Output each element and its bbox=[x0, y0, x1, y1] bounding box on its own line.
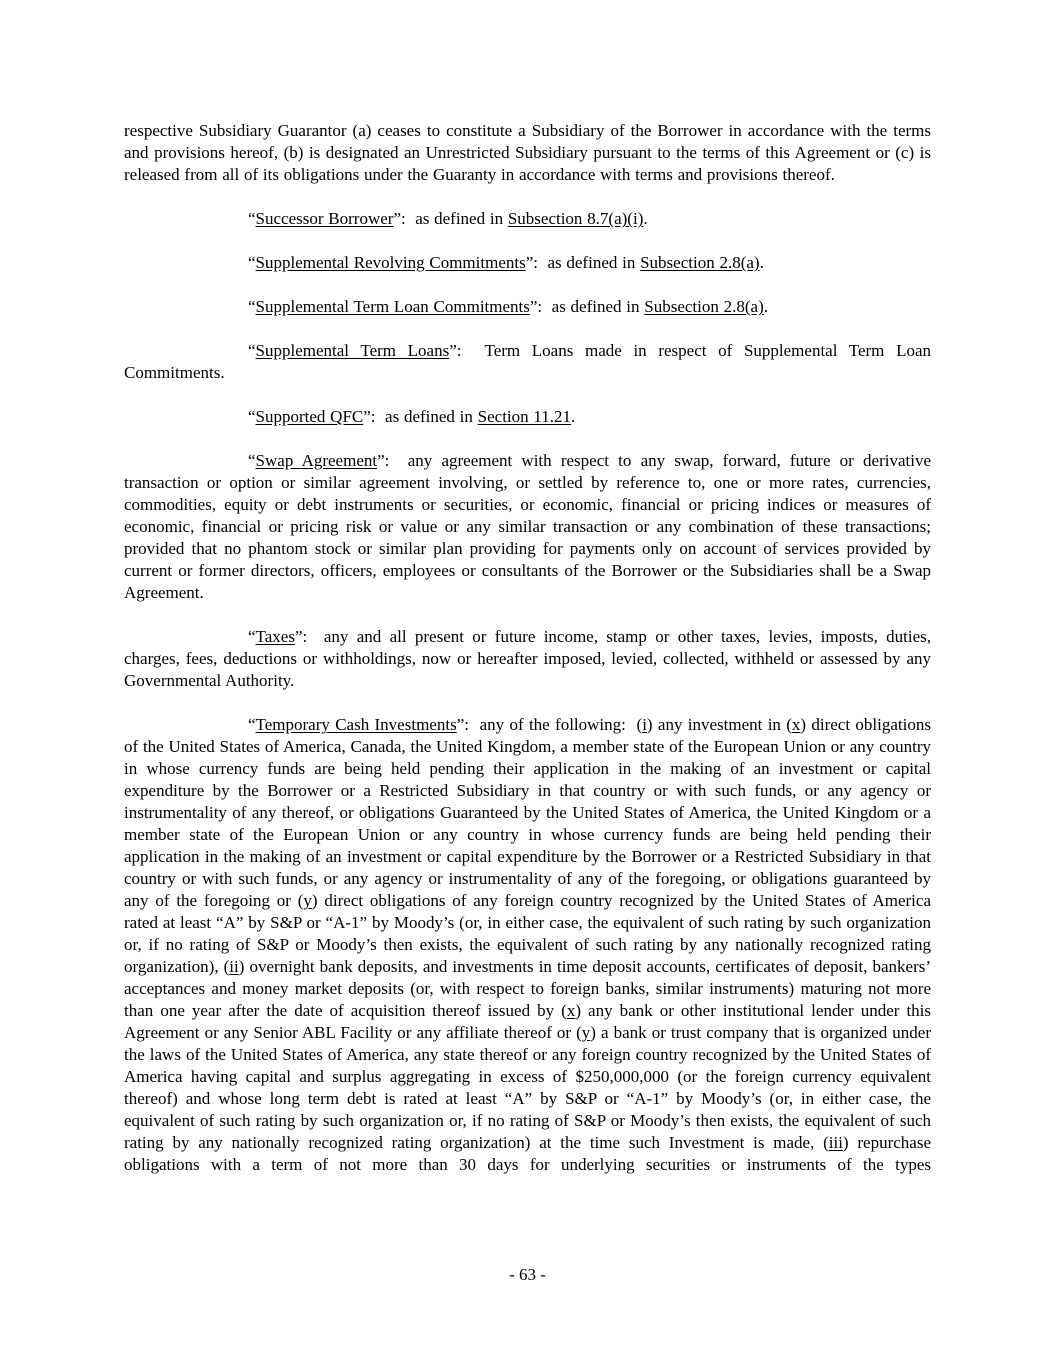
defined-term: Subsection 2.8(a) bbox=[640, 253, 760, 272]
paragraph bbox=[124, 450, 931, 604]
text-run: ) direct obligations of any foreign country recognized by the United States of America rated at least “A” by S&P or “A-1” by Moody’s (or, in either case, the equivalent of such rating by such organization or, if no rating of S&P or Moody’s then exists, the equivalent of such rating by any nationally recognized rating organization), ( bbox=[124, 891, 931, 976]
defined-term: ii bbox=[229, 957, 239, 976]
text-run: ”: as defined in bbox=[393, 209, 508, 228]
defined-term: Section 11.21 bbox=[477, 407, 572, 426]
text-run: ”: any agreement with respect to any swap, forward, future or derivative transaction or option or similar agreement involving, or settled by reference to, one or more rates, currencies, commodities, equity or debt instruments or securities, or economic, financial or pricing indices or measures of economic, financial or pricing risk or value or any similar transaction or any combination of these transactions; provided that no phantom stock or similar plan providing for payments only on account of services provided by current or former directors, officers, employees or consultants of the Borrower or the Subsidiaries shall be a Swap Agreement. bbox=[124, 451, 931, 602]
text-run: ) overnight bank deposits, and investments in time deposit accounts, certificates of deposit, bankers’ acceptances and money market deposits (or, with respect to foreign banks, similar instruments) maturing not more than one year after the date of acquisition thereof issued by ( bbox=[124, 957, 932, 1020]
paragraph bbox=[124, 208, 931, 230]
defined-term: y bbox=[303, 891, 312, 910]
text-run: . bbox=[759, 253, 764, 272]
paragraph bbox=[124, 340, 931, 384]
text-run: “ bbox=[248, 715, 256, 734]
text-run: “ bbox=[248, 451, 256, 470]
text-run: “ bbox=[248, 407, 256, 426]
text-run: ”: as defined in bbox=[363, 407, 478, 426]
defined-term: i bbox=[642, 715, 647, 734]
text-run: . bbox=[763, 297, 768, 316]
paragraph bbox=[124, 714, 931, 1176]
text-run: “ bbox=[248, 253, 256, 272]
text-run: “ bbox=[248, 209, 256, 228]
text-run: ”: as defined in bbox=[525, 253, 641, 272]
paragraph bbox=[124, 406, 931, 428]
text-run: ”: Term Loans made in respect of Supplemental Term Loan Commitments. bbox=[124, 341, 931, 382]
paragraph bbox=[124, 626, 931, 692]
defined-term: Taxes bbox=[255, 627, 295, 646]
text-run: ”: as defined in bbox=[529, 297, 645, 316]
paragraph bbox=[124, 120, 931, 186]
defined-term: x bbox=[791, 715, 801, 734]
text-run: ”: any of the following: ( bbox=[456, 715, 643, 734]
document-body bbox=[124, 120, 931, 1198]
defined-term: Supplemental Term Loans bbox=[255, 341, 450, 360]
text-run: ) direct obligations of the United States of America, Canada, the United Kingdom, a member state of the European Union or any country in whose currency funds are being held pending their application in the making of an investment or capital expenditure by the Borrower or a Restricted Subsidiary in that country or with such funds, or any agency or instrumentality of any thereof, or obligations Guaranteed by the United States of America, the United Kingdom or a member state of the European Union or any country in whose currency funds are being held pending their application in the making of an investment or capital expenditure by the Borrower or a Restricted Subsidiary in that country or with such funds, or any agency or instrumentality of any of the foregoing, or obligations guaranteed by any of the foregoing or ( bbox=[124, 715, 931, 910]
defined-term: Subsection 2.8(a) bbox=[644, 297, 764, 316]
text-run: respective Subsidiary Guarantor (a) ceases to constitute a Subsidiary of the Borrower in accordance with the terms and provisions hereof, (b) is designated an Unrestricted Subsidiary pursuant to the terms of this Agreement or (c) is released from all of its obligations under the Guaranty in accordance with terms and provisions thereof. bbox=[124, 121, 931, 184]
defined-term: Successor Borrower bbox=[255, 209, 394, 228]
defined-term: iii bbox=[828, 1133, 843, 1152]
defined-term: x bbox=[566, 1001, 576, 1020]
defined-term: Swap Agreement bbox=[255, 451, 378, 470]
defined-term: y bbox=[581, 1023, 591, 1042]
defined-term: Temporary Cash Investments bbox=[255, 715, 457, 734]
page-number: - 63 - bbox=[509, 1265, 546, 1284]
text-run: ) a bank or trust company that is organized under the laws of the United States of America, any state thereof or any foreign country recognized by the United States of America having capital and surplus aggregating in excess of $250,000,000 (or the foreign currency equivalent thereof) and whose long term debt is rated at least “A” by S&P or “A-1” by Moody’s (or, in either case, the equivalent of such rating by such organization or, if no rating of S&P or Moody’s then exists, the equivalent of such rating by any nationally recognized rating organization) at the time such Investment is made, ( bbox=[124, 1023, 931, 1152]
defined-term: Supplemental Term Loan Commitments bbox=[255, 297, 530, 316]
defined-term: Subsection 8.7(a)(i) bbox=[507, 209, 644, 228]
text-run: ”: any and all present or future income, stamp or other taxes, levies, imposts, duties, charges, fees, deductions or withholdings, now or hereafter imposed, levied, collected, withheld or assessed by any Governmental Authority. bbox=[124, 627, 931, 690]
text-run: ) any bank or other institutional lender under this Agreement or any Senior ABL Facility or any affiliate thereof or ( bbox=[124, 1001, 932, 1042]
defined-term: Supported QFC bbox=[255, 407, 364, 426]
paragraph bbox=[124, 252, 931, 274]
text-run: . bbox=[571, 407, 576, 426]
text-run: . bbox=[643, 209, 648, 228]
text-run: ) any investment in ( bbox=[646, 715, 792, 734]
defined-term: Supplemental Revolving Commitments bbox=[255, 253, 526, 272]
text-run: “ bbox=[248, 297, 256, 316]
text-run: ) repurchase obligations with a term of not more than 30 days for underlying securities or instruments of the types bbox=[124, 1133, 931, 1174]
text-run: “ bbox=[248, 627, 256, 646]
paragraph bbox=[124, 296, 931, 318]
text-run: “ bbox=[248, 341, 256, 360]
